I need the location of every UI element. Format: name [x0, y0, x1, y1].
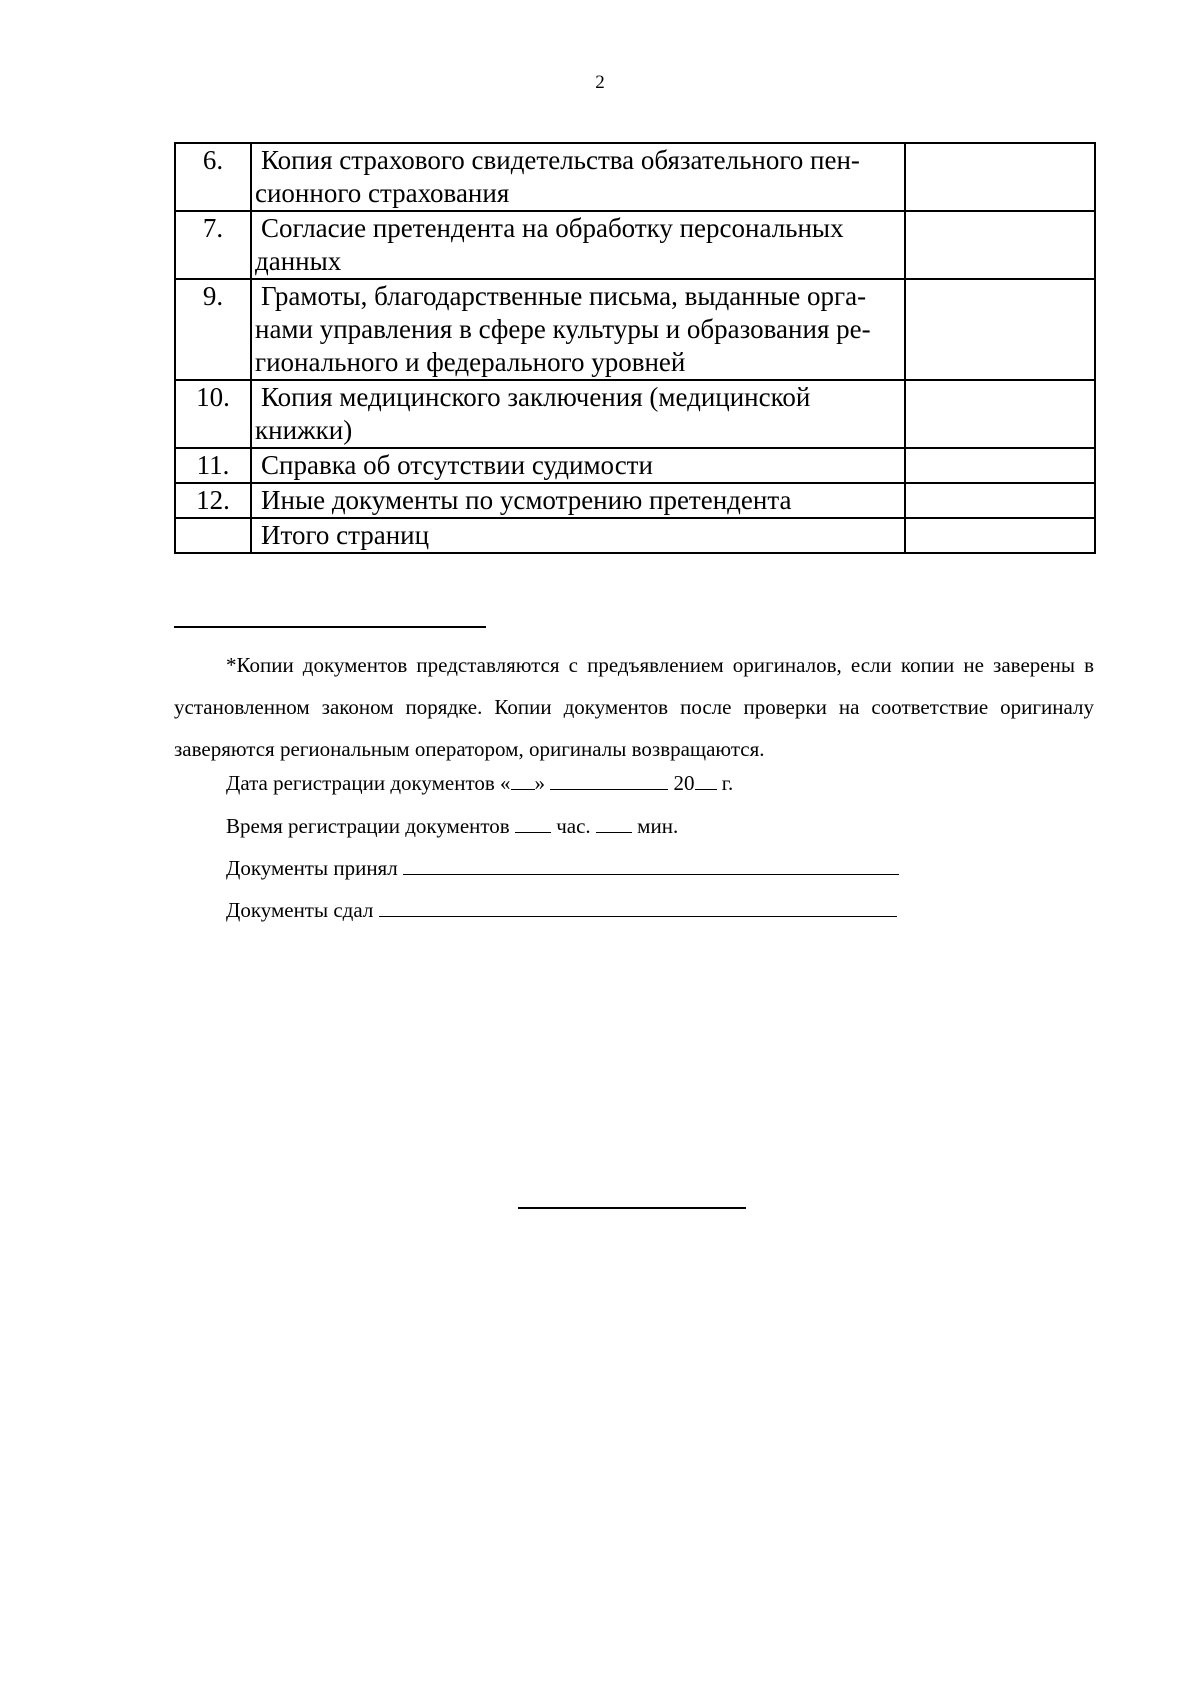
document-name-line1: Иные документы по усмотрению претендента [261, 485, 792, 515]
registration-time-label: Время регистрации документов [226, 814, 510, 838]
page-count-cell [905, 211, 1095, 279]
registration-date-line [226, 769, 733, 797]
document-name [251, 380, 905, 448]
minutes-label: мин. [637, 814, 679, 838]
document-name [251, 211, 905, 279]
document-name-line1: Итого страниц [261, 520, 430, 550]
table-row [175, 211, 1095, 279]
hours-blank [515, 812, 551, 833]
footnote-separator [174, 626, 486, 628]
document-name-line1: Копия медицинского заключения (медицинской [261, 382, 811, 412]
page-count-cell [905, 448, 1095, 483]
footnote: *Копии документов представляются с предъявлением оригиналов, если копии не заверены в установленном законом порядке. Копии документов после проверки на соответствие оригиналу заверяются региональным оператором, оригиналы возвращаются. [174, 653, 1094, 761]
year-blank [695, 769, 717, 790]
hours-label: час. [556, 814, 591, 838]
table-row [175, 483, 1095, 518]
document-name-line1: Копия страхового свидетельства обязательного пен- [261, 145, 860, 175]
row-number: 12. [175, 483, 251, 518]
page-count-cell [905, 483, 1095, 518]
table-row [175, 380, 1095, 448]
document-name [251, 143, 905, 211]
row-number: 6. [175, 143, 251, 211]
table-row-total [175, 518, 1095, 553]
registration-date-label: Дата регистрации документов « [226, 771, 511, 795]
page-number: 2 [595, 72, 605, 93]
end-separator [518, 1207, 746, 1209]
documents-submitted-line [226, 896, 897, 924]
document-name-rest: книжки) [255, 415, 353, 445]
day-blank [511, 769, 535, 790]
row-number: 11. [175, 448, 251, 483]
documents-accepted-label: Документы принял [226, 856, 398, 880]
year-prefix: 20 [673, 771, 695, 795]
documents-table [174, 142, 1096, 554]
page-count-cell [905, 380, 1095, 448]
documents-accepted-line [226, 854, 899, 882]
page-count-cell [905, 279, 1095, 380]
document-name-line1: Грамоты, благодарственные письма, выданные орга- [261, 281, 867, 311]
table-row [175, 279, 1095, 380]
documents-submitted-label: Документы сдал [226, 898, 374, 922]
year-suffix: г. [721, 771, 734, 795]
row-number: 9. [175, 279, 251, 380]
document-name [251, 483, 905, 518]
row-number: 7. [175, 211, 251, 279]
minutes-blank [596, 812, 632, 833]
submitted-signature-blank [379, 896, 897, 917]
document-name-line1: Согласие претендента на обработку персональных [261, 213, 844, 243]
table-row [175, 448, 1095, 483]
document-name-rest: сионного страхования [255, 178, 510, 208]
accepted-signature-blank [403, 854, 899, 875]
page-count-cell [905, 518, 1095, 553]
document-name-rest: данных [255, 246, 342, 276]
month-blank [550, 769, 668, 790]
row-number [175, 518, 251, 553]
document-name-rest: нами управления в сфере культуры и образования ре- гионального и федерального уровней [255, 314, 871, 377]
row-number: 10. [175, 380, 251, 448]
page-count-cell [905, 143, 1095, 211]
document-name [251, 448, 905, 483]
registration-time-line [226, 812, 678, 840]
document-name [251, 279, 905, 380]
table-row [175, 143, 1095, 211]
date-quote-close: » [534, 771, 546, 795]
document-name-line1: Справка об отсутствии судимости [261, 450, 653, 480]
total-pages-label [251, 518, 905, 553]
